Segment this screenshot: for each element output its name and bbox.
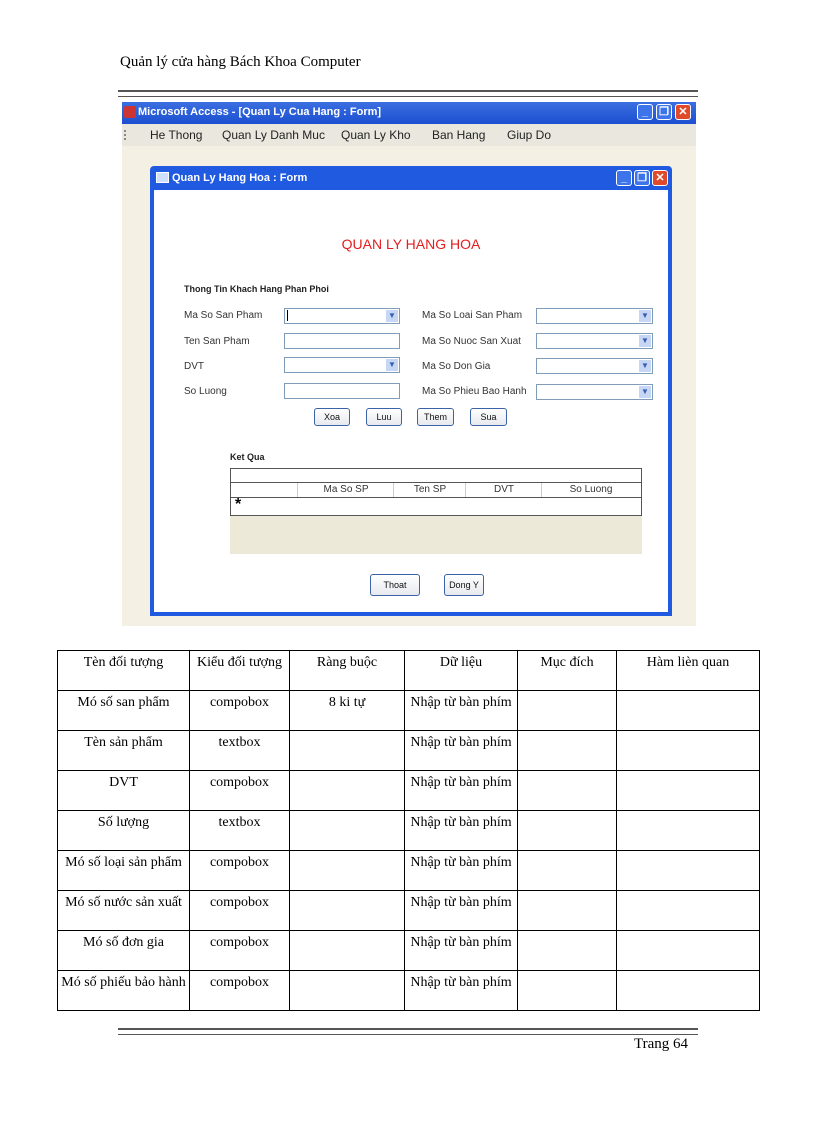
table-row (58, 931, 760, 971)
dvt-combobox[interactable] (284, 357, 400, 373)
result-grid[interactable] (230, 468, 642, 554)
label-ma-so-san-pham: Ma So San Pham (184, 310, 263, 321)
table-cell (617, 891, 760, 931)
xoa-button[interactable]: Xoa (314, 408, 350, 426)
table-cell: Nhập từ bàn phím (405, 851, 518, 891)
table-row (58, 851, 760, 891)
table-cell: Nhập từ bàn phím (405, 731, 518, 771)
so-luong-input[interactable] (284, 383, 400, 399)
label-ma-so-phieu-bao-hanh: Ma So Phieu Bao Hanh (422, 386, 527, 397)
grid-col-ma-so-sp[interactable]: Ma So SP (297, 483, 394, 497)
form-minimize-button[interactable]: _ (616, 170, 632, 186)
access-screenshot (122, 102, 696, 626)
table-cell: compobox (190, 891, 290, 931)
table-row (58, 811, 760, 851)
chevron-down-icon[interactable]: ▼ (639, 386, 651, 398)
form-maximize-button[interactable]: ❐ (634, 170, 650, 186)
table-cell: Mó số nước sản xuất (58, 891, 190, 931)
table-cell: Nhập từ bàn phím (405, 931, 518, 971)
table-cell: Tèn sản phẩm (58, 731, 190, 771)
table-cell: Mó số phiếu bảo hành (58, 971, 190, 1011)
table-cell (617, 691, 760, 731)
table-cell: Nhập từ bàn phím (405, 811, 518, 851)
table-cell (518, 851, 617, 891)
table-cell (617, 851, 760, 891)
page-header: Quản lý cửa hàng Bách Khoa Computer (120, 54, 361, 70)
table-cell: compobox (190, 771, 290, 811)
table-cell (290, 971, 405, 1011)
minimize-button[interactable]: _ (637, 104, 653, 120)
thoat-button[interactable]: Thoat (370, 574, 420, 596)
table-cell: Nhập từ bàn phím (405, 771, 518, 811)
table-cell (290, 771, 405, 811)
ma-so-san-pham-combobox[interactable] (284, 308, 400, 324)
menu-item-quan-ly-kho[interactable]: Quan Ly Kho (341, 128, 411, 142)
table-cell: textbox (190, 731, 290, 771)
form-window (150, 166, 672, 616)
chevron-down-icon[interactable]: ▼ (639, 360, 651, 372)
label-dvt: DVT (184, 361, 204, 372)
footer-rule (118, 1028, 698, 1035)
label-so-luong: So Luong (184, 386, 227, 397)
table-cell: Nhập từ bàn phím (405, 691, 518, 731)
table-cell: 8 ki tự (290, 691, 405, 731)
table-cell: textbox (190, 811, 290, 851)
table-row (58, 971, 760, 1011)
form-heading: QUAN LY HANG HOA (341, 236, 481, 252)
access-app-icon (124, 106, 136, 118)
app-title: Microsoft Access - [Quan Ly Cua Hang : Form] (138, 106, 382, 118)
them-button[interactable]: Them (417, 408, 454, 426)
table-cell: compobox (190, 691, 290, 731)
table-cell (290, 891, 405, 931)
table-row (58, 771, 760, 811)
page-number: Trang 64 (634, 1036, 689, 1052)
table-cell (518, 731, 617, 771)
dong-y-button[interactable]: Dong Y (444, 574, 484, 596)
grid-top-row (230, 468, 642, 482)
table-cell (617, 971, 760, 1011)
menu-bar (122, 124, 696, 146)
table-cell: Số lượng (58, 811, 190, 851)
menu-grip-icon (124, 130, 138, 140)
table-cell (290, 851, 405, 891)
table-cell (617, 771, 760, 811)
table-cell: Nhập từ bàn phím (405, 891, 518, 931)
table-cell (518, 811, 617, 851)
luu-button[interactable]: Luu (366, 408, 402, 426)
menu-item-quan-ly-danh-muc[interactable]: Quan Ly Danh Muc (222, 128, 325, 142)
form-titlebar (150, 166, 672, 190)
chevron-down-icon[interactable]: ▼ (386, 310, 398, 322)
section-label: Thong Tin Khach Hang Phan Phoi (184, 284, 329, 294)
grid-col-dvt[interactable]: DVT (465, 483, 542, 497)
header-cell: Kiểu đối tượng (190, 651, 290, 691)
header-rule (118, 90, 698, 97)
sua-button[interactable]: Sua (470, 408, 507, 426)
table-cell (617, 731, 760, 771)
restore-button[interactable]: ❐ (656, 104, 672, 120)
label-ma-so-don-gia: Ma So Don Gia (422, 361, 491, 372)
chevron-down-icon[interactable]: ▼ (639, 335, 651, 347)
header-cell: Dữ liệu (405, 651, 518, 691)
table-cell (290, 811, 405, 851)
new-record-icon: * (235, 496, 242, 513)
label-ma-so-nuoc-san-xuat: Ma So Nuoc San Xuat (422, 336, 521, 347)
table-cell (617, 931, 760, 971)
grid-new-row[interactable] (230, 498, 642, 516)
result-label: Ket Qua (230, 452, 265, 462)
text-caret (287, 310, 288, 321)
ma-so-don-gia-combobox[interactable] (536, 358, 653, 374)
grid-col-so-luong[interactable]: So Luong (541, 483, 640, 497)
table-cell: compobox (190, 851, 290, 891)
table-cell: Mó số san phẩm (58, 691, 190, 731)
table-row (58, 731, 760, 771)
chevron-down-icon[interactable]: ▼ (639, 310, 651, 322)
header-cell: Tèn đối tượng (58, 651, 190, 691)
table-cell: compobox (190, 931, 290, 971)
table-cell (518, 891, 617, 931)
table-header-row (58, 651, 760, 691)
table-cell (518, 691, 617, 731)
chevron-down-icon[interactable]: ▼ (386, 359, 398, 371)
header-cell: Mục đích (518, 651, 617, 691)
table-cell (617, 811, 760, 851)
table-cell: compobox (190, 971, 290, 1011)
table-row (58, 891, 760, 931)
table-cell: Nhập từ bàn phím (405, 971, 518, 1011)
menu-item-he-thong[interactable]: He Thong (150, 128, 203, 142)
ma-so-loai-san-pham-combobox[interactable] (536, 308, 653, 324)
table-cell (290, 931, 405, 971)
form-icon (156, 172, 169, 183)
table-cell (518, 971, 617, 1011)
table-cell: Mó số loại sản phẩm (58, 851, 190, 891)
form-body (154, 190, 668, 612)
header-cell: Hàm lièn quan (617, 651, 760, 691)
form-window-title: Quan Ly Hang Hoa : Form (172, 172, 308, 184)
table-cell: Mó số đơn gia (58, 931, 190, 971)
label-ma-so-loai-san-pham: Ma So Loai San Pham (422, 310, 523, 321)
label-ten-san-pham: Ten San Pham (184, 336, 250, 347)
close-button[interactable]: ✕ (675, 104, 691, 120)
table-cell: DVT (58, 771, 190, 811)
table-row (58, 691, 760, 731)
header-cell: Ràng buộc (290, 651, 405, 691)
grid-header (230, 482, 642, 498)
table-cell (518, 771, 617, 811)
ten-san-pham-input[interactable] (284, 333, 400, 349)
app-titlebar (122, 102, 696, 124)
menu-item-ban-hang[interactable]: Ban Hang (432, 128, 486, 142)
menu-item-giup-do[interactable]: Giup Do (507, 128, 552, 142)
ma-so-phieu-bao-hanh-combobox[interactable] (536, 384, 653, 400)
form-close-button[interactable]: ✕ (652, 170, 668, 186)
ma-so-nuoc-san-xuat-combobox[interactable] (536, 333, 653, 349)
grid-col-ten-sp[interactable]: Ten SP (393, 483, 466, 497)
table-cell (290, 731, 405, 771)
object-spec-table (57, 650, 760, 1011)
table-cell (518, 931, 617, 971)
